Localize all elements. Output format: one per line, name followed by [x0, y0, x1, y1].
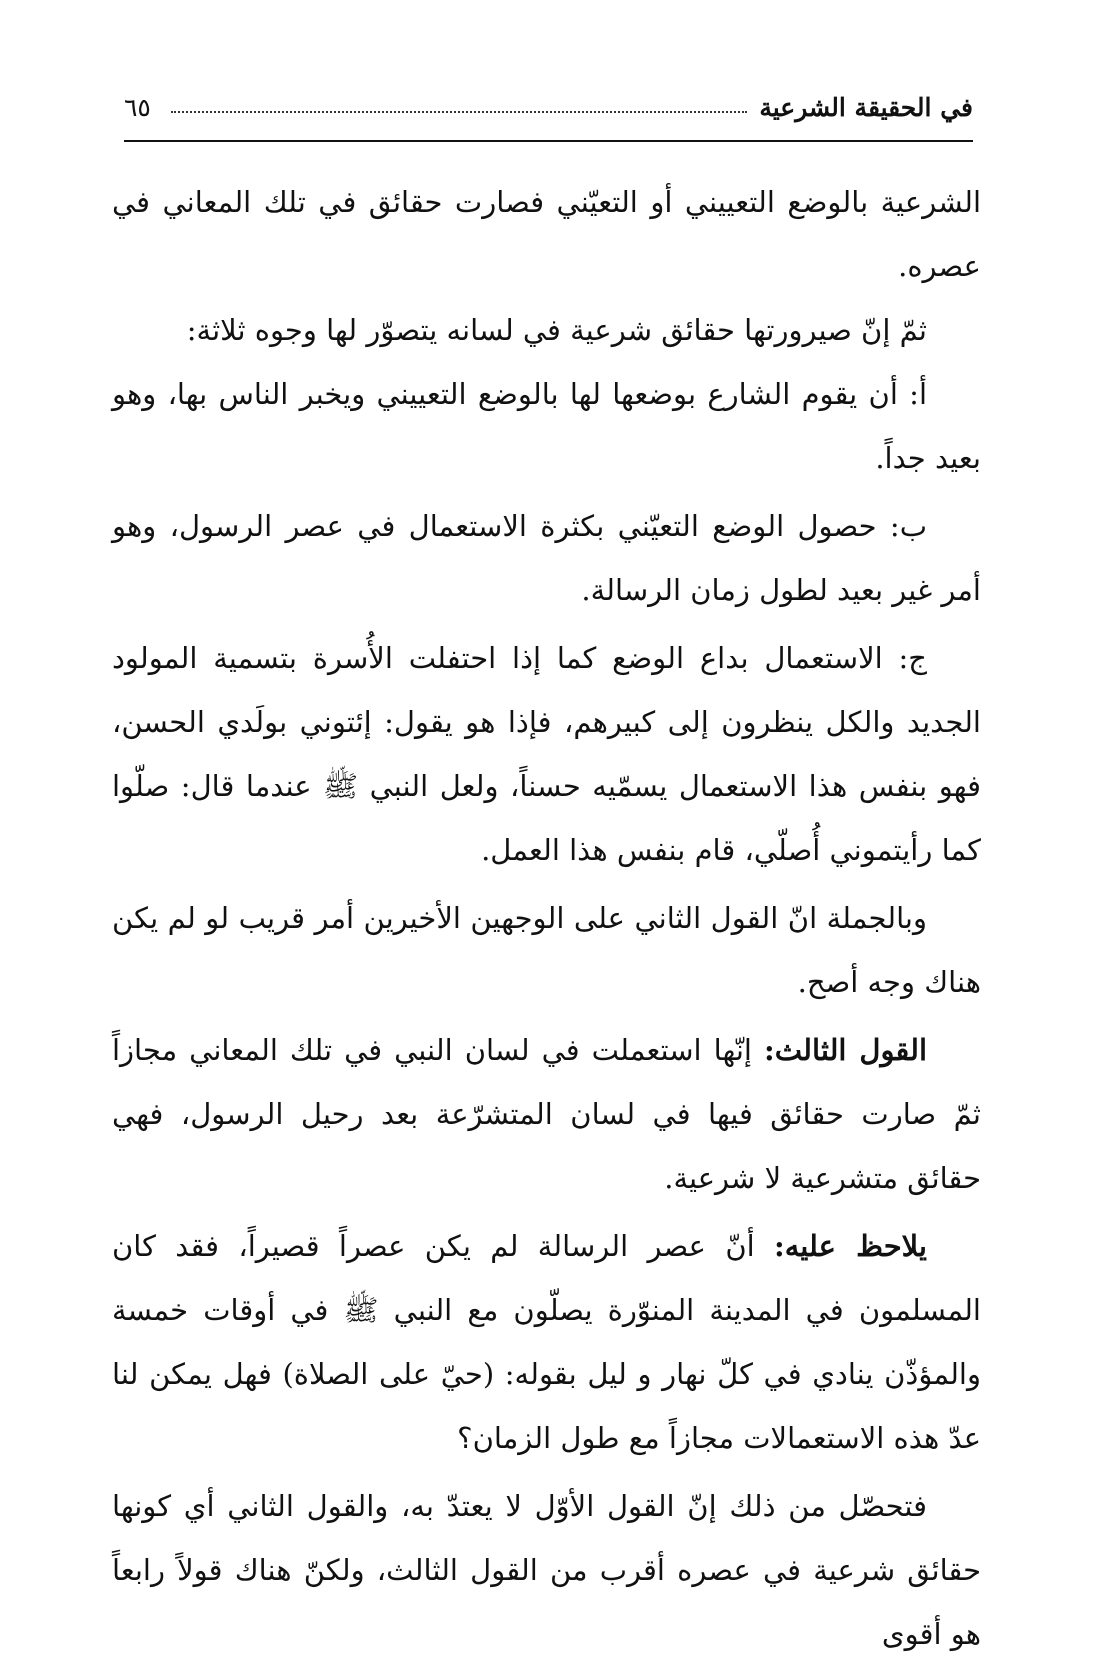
paragraph-option-b: ب: حصول الوضع التعيّني بكثرة الاستعمال في عصر الرسول، وهو أمر غير بعيد لطول زمان الرسالة. — [112, 509, 981, 607]
paragraph-continuation: الشرعية بالوضع التعييني أو التعيّني فصارت حقائق في تلك المعاني في عصره. — [112, 185, 981, 283]
header-leader-dots — [171, 111, 747, 113]
paragraph-option-a: أ: أن يقوم الشارع بوضعها لها بالوضع التعييني ويخبر الناس بها، وهو بعيد جداً. — [112, 377, 981, 475]
paragraph-intro: ثمّ إنّ صيرورتها حقائق شرعية في لسانه يتصوّر لها وجوه ثلاثة: — [186, 313, 927, 347]
page-header — [124, 82, 973, 122]
body-text — [112, 170, 981, 1666]
paragraph-objection: يلاحظ عليه: أنّ عصر الرسالة لم يكن عصراً قصيراً، فقد كان المسلمون في المدينة المنوّرة يصلّون مع النبي ﷺ في أوقات خمسة والمؤذّن ينادي في كلّ نهار و ليل بقوله: (حيّ على الصلاة) فهل يمكن لنا عدّ هذه الاستعمالات مجازاً مع طول الزمان؟ — [112, 1229, 981, 1455]
objection-heading: يلاحظ عليه: — [774, 1229, 927, 1263]
paragraph-option-c: ج: الاستعمال بداع الوضع كما إذا احتفلت الأُسرة بتسمية المولود الجديد والكل ينظرون إلى كبيرهم، فإذا هو يقول: إئتوني بولَدي الحسن، فهو بنفس هذا الاستعمال يسمّيه حسناً، ولعل النبي ﷺ عندما قال: صلّوا كما رأيتموني أُصلّي، قام بنفس هذا العمل. — [112, 641, 981, 867]
header-rule — [124, 140, 973, 142]
third-view-heading: القول الثالث: — [763, 1033, 928, 1067]
paragraph-third-view: القول الثالث: إنّها استعملت في لسان النبي في تلك المعاني مجازاً ثمّ صارت حقائق فيها في لسان المتشرّعة بعد رحيل الرسول، فهي حقائق متشرعية لا شرعية. — [112, 1033, 981, 1195]
page-number: ٦٥ — [124, 93, 151, 122]
paragraph-conclusion: فتحصّل من ذلك إنّ القول الأوّل لا يعتدّ به، والقول الثاني أي كونها حقائق شرعية في عصره أقرب من القول الثالث، ولكنّ هناك قولاً رابعاً هو أقوى — [112, 1489, 981, 1651]
running-title: في الحقيقة الشرعية — [759, 93, 973, 122]
paragraph-summary: وبالجملة انّ القول الثاني على الوجهين الأخيرين أمر قريب لو لم يكن هناك وجه أصح. — [112, 901, 981, 999]
